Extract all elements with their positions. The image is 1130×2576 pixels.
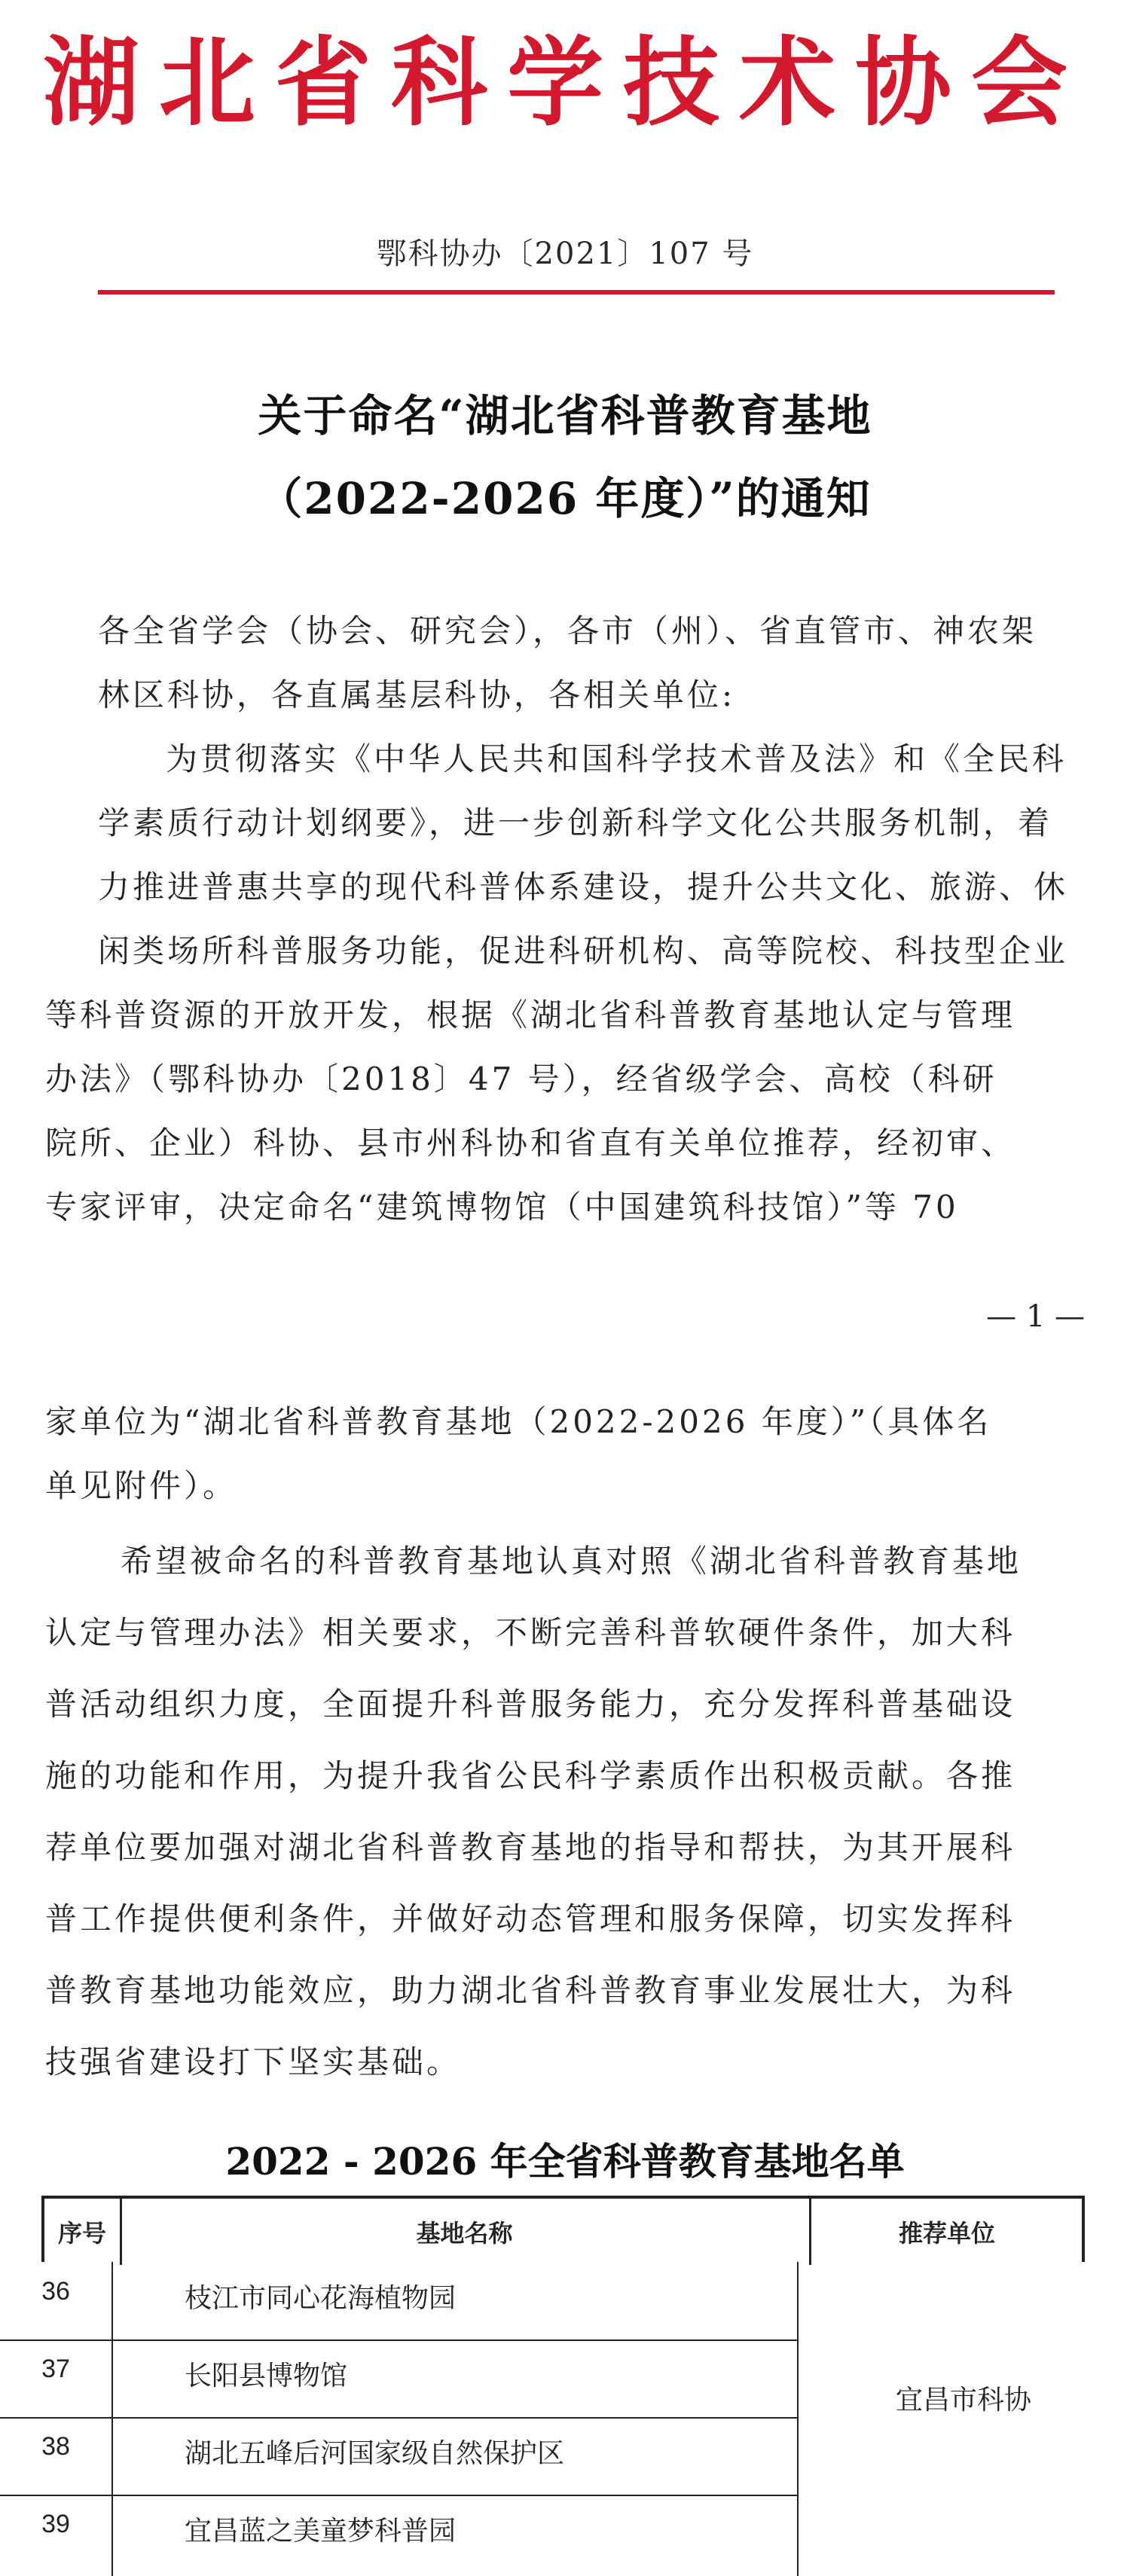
page-number: — 1 — xyxy=(986,1299,1085,1334)
body-line: 认定与管理办法》相关要求，不断完善科普软硬件条件，加大科 xyxy=(45,1614,1016,1651)
body-line: 力推进普惠共享的现代科普体系建设，提升公共文化、旅游、休 xyxy=(98,868,1069,905)
body-line: 普教育基地功能效应，助力湖北省科普教育事业发展壮大，为科 xyxy=(45,1972,1016,2009)
header-seq: 序号 xyxy=(44,2199,122,2265)
row-number: 39 xyxy=(41,2510,70,2538)
row-number: 38 xyxy=(41,2432,70,2461)
notice-title-line-2: （2022-2026 年度）”的通知 xyxy=(258,473,872,524)
body-line: 单见附件）。 xyxy=(45,1467,238,1504)
base-name: 宜昌蓝之美童梦科普园 xyxy=(185,2515,457,2546)
body-line: 希望被命名的科普教育基地认真对照《湖北省科普教育基地 xyxy=(121,1543,1022,1579)
table-header xyxy=(41,2196,1085,2262)
body-line: 家单位为“湖北省科普教育基地（2022-2026 年度）”（具体名 xyxy=(45,1403,992,1440)
body-line: 院所、企业）科协、县市州科协和省直有关单位推荐，经初审、 xyxy=(45,1125,1016,1161)
base-name: 长阳县博物馆 xyxy=(185,2360,348,2391)
body-line: 为贯彻落实《中华人民共和国科学技术普及法》和《全民科 xyxy=(166,740,1067,777)
table-row xyxy=(0,2262,797,2341)
header-recommender: 推荐单位 xyxy=(898,2219,995,2248)
header-name: 基地名称 xyxy=(120,2199,811,2265)
salutation-line-2: 林区科协，各直属基层科协，各相关单位: xyxy=(98,676,736,713)
body-line: 施的功能和作用，为提升我省公民科学素质作出积极贡献。各推 xyxy=(45,1757,1016,1794)
table-row xyxy=(0,2495,797,2572)
body-line: 普活动组织力度，全面提升科普服务能力，充分发挥科普基础设 xyxy=(45,1686,1016,1723)
row-number: 37 xyxy=(41,2355,70,2383)
table-row xyxy=(0,2417,797,2496)
issuer-masthead: 湖北省科学技术协会 xyxy=(42,26,1087,139)
notice-title-line-1: 关于命名“湖北省科普教育基地 xyxy=(258,390,872,441)
body-line: 荐单位要加强对湖北省科普教育基地的指导和帮扶，为其开展科 xyxy=(45,1829,1016,1866)
body-line: 学素质行动计划纲要》，进一步创新科学文化公共服务机制，着 xyxy=(98,804,1053,841)
body-line: 等科普资源的开放开发，根据《湖北省科普教育基地认定与管理 xyxy=(45,997,1016,1033)
table-row xyxy=(0,2339,797,2419)
body-line: 闲类场所科普服务功能，促进科研机构、高等院校、科技型企业 xyxy=(98,932,1069,969)
base-name: 湖北五峰后河国家级自然保护区 xyxy=(185,2437,565,2468)
body-line: 专家评审，决定命名“建筑博物馆（中国建筑科技馆）”等 70 xyxy=(45,1189,959,1225)
table-body xyxy=(0,2262,1130,2576)
recommender-cell: 宜昌市科协 xyxy=(895,2384,1031,2415)
red-divider xyxy=(98,290,1055,295)
salutation-line-1: 各全省学会（协会、研究会），各市（州）、省直管市、神农架 xyxy=(98,612,1037,649)
base-name: 枝江市同心花海植物园 xyxy=(185,2282,457,2313)
document-number: 鄂科协办〔2021〕107 号 xyxy=(376,237,754,271)
body-line: 普工作提供便利条件，并做好动态管理和服务保障，切实发挥科 xyxy=(45,1900,1016,1937)
body-line: 办法》（鄂科协办〔2018〕47 号），经省级学会、高校（科研 xyxy=(45,1061,997,1097)
body-line: 技强省建设打下坚实基础。 xyxy=(45,2043,462,2080)
row-number: 36 xyxy=(41,2277,70,2306)
column-divider xyxy=(797,2262,799,2576)
table-title: 2022 - 2026 年全省科普教育基地名单 xyxy=(225,2139,905,2184)
